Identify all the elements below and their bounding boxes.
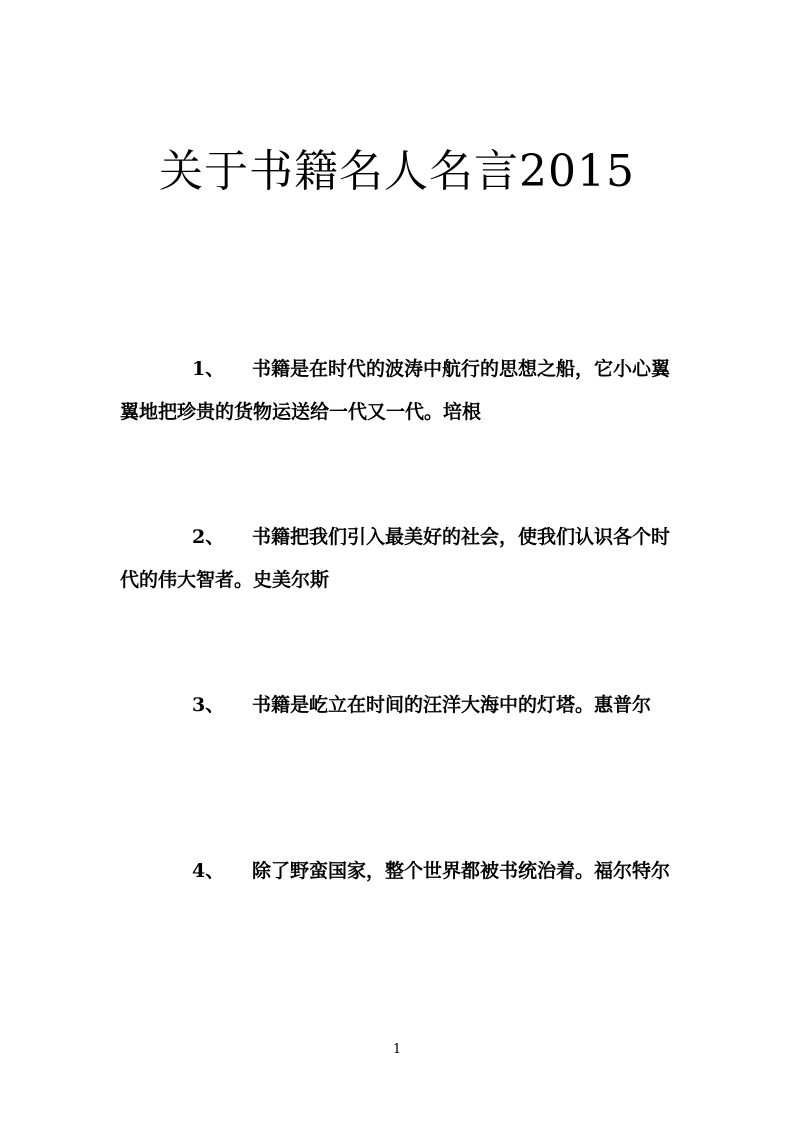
quote-text: 书籍是在时代的波涛中航行的思想之船，它小心翼翼地把珍贵的货物运送给一代又一代。培根 xyxy=(120,358,671,423)
quote-text: 书籍把我们引入最美好的社会，使我们认识各个时代的伟大智者。史美尔斯 xyxy=(120,526,671,591)
quote-text: 书籍是屹立在时间的汪洋大海中的灯塔。惠普尔 xyxy=(252,694,652,716)
quote-number: 4、 xyxy=(192,860,225,882)
quote-item xyxy=(120,516,680,602)
quote-item xyxy=(120,850,680,893)
quote-number: 1、 xyxy=(192,358,225,380)
quote-number: 2、 xyxy=(192,526,225,548)
quote-text: 除了野蛮国家，整个世界都被书统治着。福尔特尔 xyxy=(252,860,671,882)
quote-number: 3、 xyxy=(192,694,225,716)
quote-item xyxy=(120,348,680,434)
page-number: 1 xyxy=(392,1042,402,1057)
document-title: 关于书籍名人名言2015 xyxy=(159,146,635,197)
quote-item xyxy=(120,684,680,727)
